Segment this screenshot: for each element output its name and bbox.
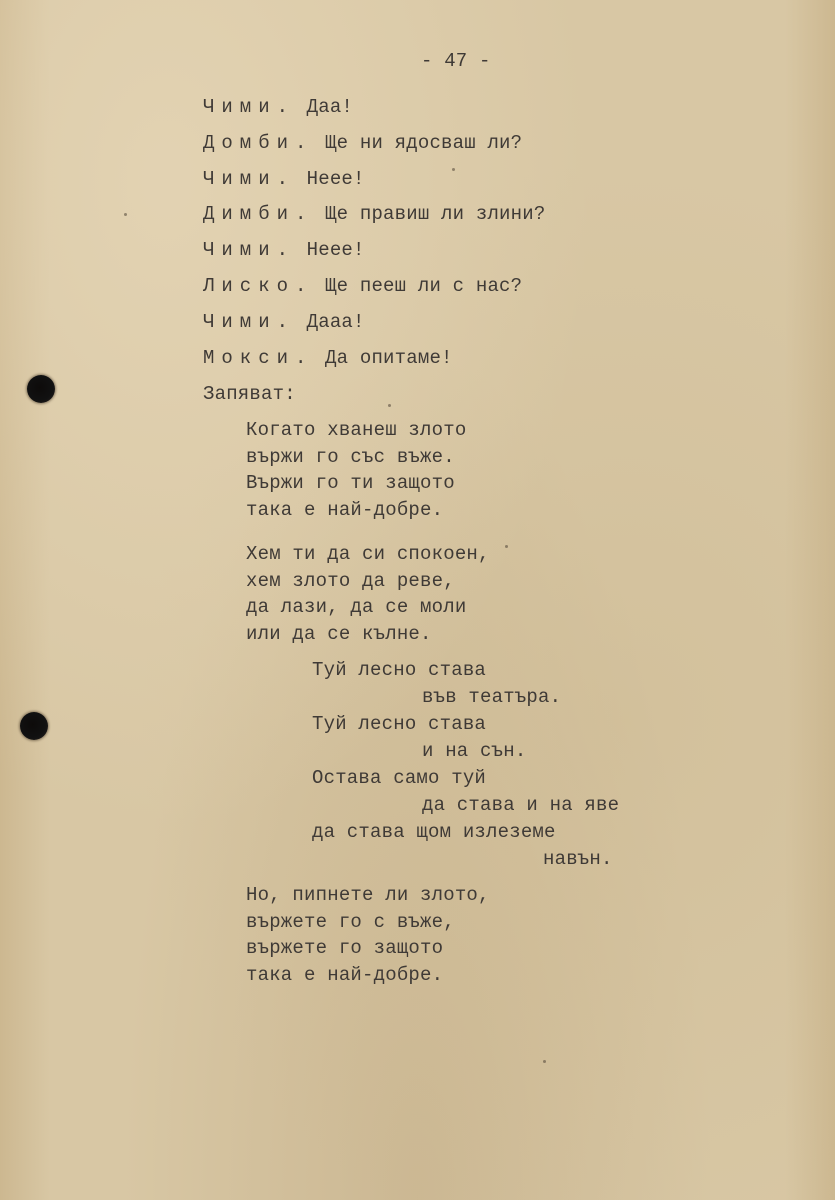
dialogue-line (203, 168, 365, 190)
speaker-name: Димби. (203, 203, 314, 225)
song-line: вържи го със въже. (246, 446, 455, 468)
speaker-name: Чими. (203, 239, 296, 261)
line-text: Неее! (306, 168, 365, 190)
song-line: да става щом излеземе (312, 821, 556, 843)
song-line: и на сън. (422, 740, 527, 762)
line-text: Да опитаме! (325, 347, 453, 369)
dialogue-line (203, 347, 453, 369)
paper-speck (124, 213, 127, 216)
song-line: Хем ти да си спокоен, (246, 543, 490, 565)
speaker-name: Чими. (203, 168, 296, 190)
line-text: Даа! (306, 96, 354, 118)
song-line: така е най-добре. (246, 964, 444, 986)
song-line: Туй лесно става (312, 713, 487, 735)
paper-speck (505, 545, 508, 548)
speaker-name: Лиско. (203, 275, 314, 297)
paper-speck (452, 168, 455, 171)
song-line: така е най-добре. (246, 499, 444, 521)
song-line: да лази, да се моли (246, 596, 467, 618)
dialogue-line (203, 311, 365, 333)
dialogue-line (203, 132, 522, 154)
line-text: Ще пееш ли с нас? (325, 275, 523, 297)
song-line: хем злото да реве, (246, 570, 455, 592)
line-text: Дааа! (306, 311, 365, 333)
line-text: Неее! (306, 239, 365, 261)
song-line: Остава само туй (312, 767, 487, 789)
dialogue-line (203, 203, 545, 225)
dialogue-line (203, 239, 365, 261)
song-line: вържете го с въже, (246, 911, 455, 933)
line-text: Ще правиш ли злини? (325, 203, 546, 225)
stage-direction: Запяват: (203, 383, 296, 405)
speaker-name: Чими. (203, 311, 296, 333)
song-line: във театъра. (422, 686, 562, 708)
song-line: да става и на яве (422, 794, 620, 816)
song-line: Вържи го ти защото (246, 472, 455, 494)
song-line: Когато хванеш злото (246, 419, 467, 441)
song-line: или да се кълне. (246, 623, 432, 645)
line-text: Ще ни ядосваш ли? (325, 132, 523, 154)
song-line: вържете го защото (246, 937, 444, 959)
song-line: Но, пипнете ли злото, (246, 884, 490, 906)
paper-speck (543, 1060, 546, 1063)
song-line: Туй лесно става (312, 659, 487, 681)
paper-speck (388, 404, 391, 407)
song-line: навън. (543, 848, 613, 870)
page-number: - 47 - (421, 50, 491, 72)
speaker-name: Домби. (203, 132, 314, 154)
punch-hole-top (27, 375, 55, 403)
speaker-name: Чими. (203, 96, 296, 118)
speaker-name: Мокси. (203, 347, 314, 369)
punch-hole-bottom (20, 712, 48, 740)
dialogue-line (203, 96, 353, 118)
dialogue-line (203, 275, 522, 297)
